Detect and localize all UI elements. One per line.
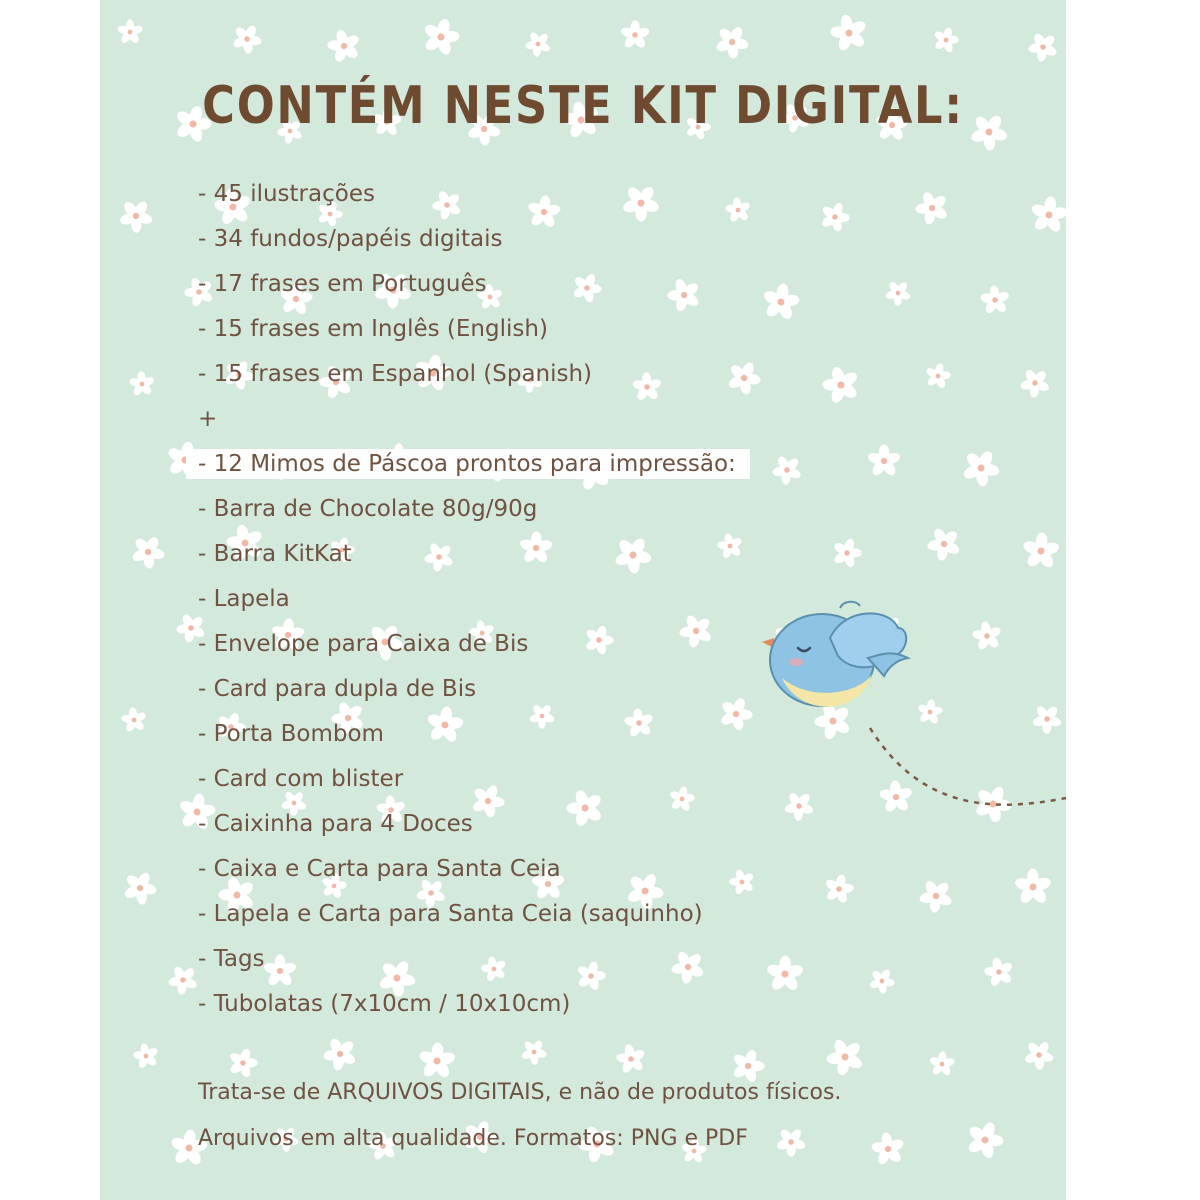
daisy-flower-icon bbox=[867, 444, 902, 477]
list-item bbox=[198, 172, 750, 217]
list-item-text: - Caixa e Carta para Santa Ceia bbox=[198, 856, 561, 882]
list-item bbox=[198, 532, 750, 577]
daisy-flower-icon bbox=[828, 534, 866, 571]
daisy-flower-icon bbox=[619, 20, 650, 50]
list-item bbox=[198, 757, 750, 802]
daisy-flower-icon bbox=[922, 361, 954, 392]
list-item-text: - Lapela e Carta para Santa Ceia (saquinho) bbox=[198, 901, 703, 927]
bluebird-illustration bbox=[760, 598, 1066, 818]
daisy-flower-icon bbox=[1021, 531, 1062, 570]
list-item bbox=[198, 487, 750, 532]
daisy-flower-icon bbox=[1014, 362, 1057, 404]
list-item bbox=[198, 307, 750, 352]
list-item bbox=[198, 622, 750, 667]
kit-contents-list bbox=[198, 172, 750, 1027]
list-item-text: - Card para dupla de Bis bbox=[198, 676, 477, 702]
list-item-text: - Envelope para Caixa de Bis bbox=[198, 631, 529, 657]
daisy-flower-icon bbox=[928, 1050, 957, 1077]
daisy-flower-icon bbox=[117, 865, 163, 910]
daisy-flower-icon bbox=[520, 25, 557, 62]
list-item bbox=[198, 442, 750, 487]
footer-note bbox=[198, 1070, 841, 1162]
footer-line-formats: Arquivos em alta qualidade. Formatos: PNG e PDF bbox=[198, 1126, 748, 1151]
list-item bbox=[198, 802, 750, 847]
daisy-flower-icon bbox=[117, 19, 144, 45]
list-item-text: - 15 frases em Espanhol (Spanish) bbox=[198, 361, 593, 387]
daisy-flower-icon bbox=[955, 442, 1007, 493]
list-item-text: - Card com blister bbox=[198, 766, 404, 792]
daisy-flower-icon bbox=[1027, 194, 1066, 235]
daisy-flower-icon bbox=[766, 449, 809, 491]
page-title: CONTÉM NESTE KIT DIGITAL: bbox=[202, 76, 964, 136]
daisy-flower-icon bbox=[912, 872, 960, 920]
daisy-flower-icon bbox=[908, 184, 956, 232]
list-item bbox=[198, 397, 750, 442]
list-item-text: - Barra de Chocolate 80g/90g bbox=[198, 496, 538, 522]
daisy-flower-icon bbox=[759, 281, 803, 324]
daisy-flower-icon bbox=[128, 1038, 163, 1074]
list-item-text: - 34 fundos/papéis digitais bbox=[198, 226, 503, 252]
daisy-flower-icon bbox=[125, 529, 172, 575]
list-item bbox=[198, 217, 750, 262]
list-item-text: - Tags bbox=[198, 946, 265, 972]
list-item-text: - Porta Bombom bbox=[198, 721, 384, 747]
list-item bbox=[198, 982, 750, 1027]
daisy-flower-icon bbox=[823, 7, 875, 59]
list-item bbox=[198, 937, 750, 982]
list-item bbox=[198, 667, 750, 712]
daisy-flower-icon bbox=[815, 198, 854, 236]
daisy-flower-icon bbox=[321, 22, 368, 69]
list-item-text: - 15 frases em Inglês (English) bbox=[198, 316, 548, 342]
daisy-flower-icon bbox=[417, 14, 464, 60]
list-item bbox=[198, 262, 750, 307]
list-item bbox=[198, 712, 750, 757]
daisy-flower-icon bbox=[1009, 863, 1057, 912]
list-item-text: - 17 frases em Português bbox=[198, 271, 487, 297]
daisy-flower-icon bbox=[960, 1116, 1010, 1164]
daisy-flower-icon bbox=[516, 1034, 552, 1070]
daisy-flower-icon bbox=[765, 955, 805, 993]
footer-line-digital: Trata-se de ARQUIVOS DIGITAIS, e não de produtos físicos. bbox=[198, 1080, 842, 1105]
daisy-flower-icon bbox=[866, 1126, 911, 1172]
daisy-flower-icon bbox=[880, 275, 917, 312]
daisy-flower-icon bbox=[920, 520, 968, 568]
daisy-flower-icon bbox=[821, 871, 858, 907]
list-item bbox=[198, 847, 750, 892]
list-item-text: + bbox=[198, 406, 218, 432]
list-item-text: - 45 ilustrações bbox=[198, 181, 375, 207]
daisy-flower-icon bbox=[117, 702, 152, 737]
list-item bbox=[198, 892, 750, 937]
list-item-text: - 12 Mimos de Páscoa prontos para impressão: bbox=[186, 449, 750, 479]
daisy-flower-icon bbox=[864, 963, 900, 998]
kit-digital-card bbox=[100, 0, 1066, 1200]
daisy-flower-icon bbox=[930, 24, 963, 56]
list-item-text: - Caixinha para 4 Doces bbox=[198, 811, 473, 837]
daisy-flower-icon bbox=[112, 192, 159, 239]
list-item-text: - Lapela bbox=[198, 586, 290, 612]
daisy-flower-icon bbox=[976, 280, 1015, 320]
daisy-flower-icon bbox=[226, 19, 267, 60]
list-item-text: - Tubolatas (7x10cm / 10x10cm) bbox=[198, 991, 571, 1017]
daisy-flower-icon bbox=[709, 19, 756, 65]
daisy-flower-icon bbox=[1018, 1034, 1060, 1075]
list-item-text: - Barra KitKat bbox=[198, 541, 352, 567]
list-item bbox=[198, 577, 750, 622]
list-item bbox=[198, 352, 750, 397]
daisy-flower-icon bbox=[1022, 26, 1065, 69]
daisy-flower-icon bbox=[815, 358, 868, 411]
daisy-flower-icon bbox=[979, 951, 1020, 993]
daisy-flower-icon bbox=[125, 367, 159, 401]
